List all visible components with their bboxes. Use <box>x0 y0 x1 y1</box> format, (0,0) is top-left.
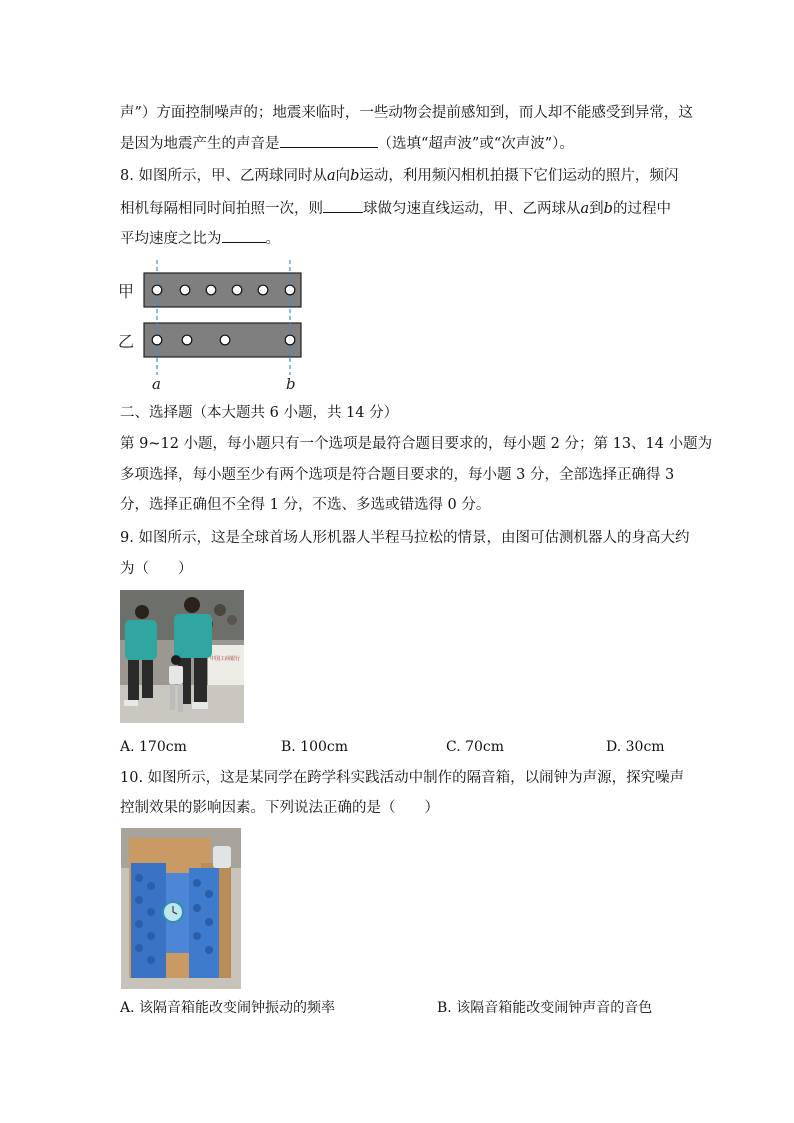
q9-option-a[interactable]: A. 170cm <box>120 739 187 755</box>
q10-option-b[interactable]: B. 该隔音箱能改变闹钟声音的音色 <box>437 1000 653 1016</box>
ball-jia <box>206 285 216 295</box>
ball-jia-track <box>144 273 301 307</box>
q10-line-1: 10. 如图所示，这是某同学在跨学科实践活动中制作的隔音箱，以闹钟为声源，探究噪声 <box>120 770 685 786</box>
q9-option-c[interactable]: C. 70cm <box>446 739 505 755</box>
section-desc-2: 多项选择，每小题至少有两个选项是符合题目要求的，每小题 3 分，全部选择正确得 3 <box>120 467 675 483</box>
q10-option-a[interactable]: A. 该隔音箱能改变闹钟振动的频率 <box>120 1000 336 1016</box>
ball-yi <box>152 335 162 345</box>
label-jia: 甲 <box>118 282 135 301</box>
soundproof-box-photo <box>121 828 241 989</box>
label-a: a <box>152 375 161 393</box>
q9-line-1: 9. 如图所示，这是全球首场人形机器人半程马拉松的情景，由图可估测机器人的身高大约 <box>120 530 690 546</box>
ball-jia <box>232 285 242 295</box>
intro-line-1: 声”）方面控制噪声的；地震来临时，一些动物会提前感知到，而人却不能感受到异常，这 <box>120 105 693 121</box>
robot-marathon-photo <box>120 590 244 723</box>
q8-line-3: 平均速度之比为 。 <box>120 228 280 249</box>
q10-line-2: 控制效果的影响因素。下列说法正确的是（ ） <box>120 800 439 816</box>
answer-blank[interactable] <box>280 133 378 148</box>
q9-line-2: 为（ ） <box>120 561 193 577</box>
strobe-photo-diagram <box>110 255 310 395</box>
label-yi: 乙 <box>118 332 135 351</box>
label-b: b <box>286 375 296 393</box>
section-desc-1: 第 9~12 小题，每小题只有一个选项是最符合题目要求的，每小题 2 分；第 13、14 小题为 <box>120 436 713 452</box>
q9-option-b[interactable]: B. 100cm <box>281 739 349 755</box>
ball-jia <box>180 285 190 295</box>
ball-jia <box>258 285 268 295</box>
answer-blank[interactable] <box>222 228 266 243</box>
ball-yi <box>182 335 192 345</box>
intro-line-2: 是因为地震产生的声音是 （选填“超声波”或“次声波”）。 <box>120 133 574 154</box>
section-desc-3: 分，选择正确但不全得 1 分，不选、多选或错选得 0 分。 <box>120 497 491 513</box>
q9-option-d[interactable]: D. 30cm <box>606 739 665 755</box>
ball-jia <box>152 285 162 295</box>
svg-text:中国工商银行: 中国工商银行 <box>210 656 241 662</box>
ball-yi <box>220 335 230 345</box>
ball-yi <box>285 335 295 345</box>
q8-line-2: 相机每隔相同时间拍照一次，则 球做匀速直线运动，甲、乙两球从a到b的过程中 <box>120 198 671 219</box>
section-heading: 二、选择题（本大题共 6 小题，共 14 分） <box>120 405 399 421</box>
ball-jia <box>285 285 295 295</box>
answer-blank[interactable] <box>323 198 363 213</box>
q8-line-1: 8. 如图所示，甲、乙两球同时从a向b运动，利用频闪相机拍摄下它们运动的照片，频闪 <box>120 168 679 184</box>
